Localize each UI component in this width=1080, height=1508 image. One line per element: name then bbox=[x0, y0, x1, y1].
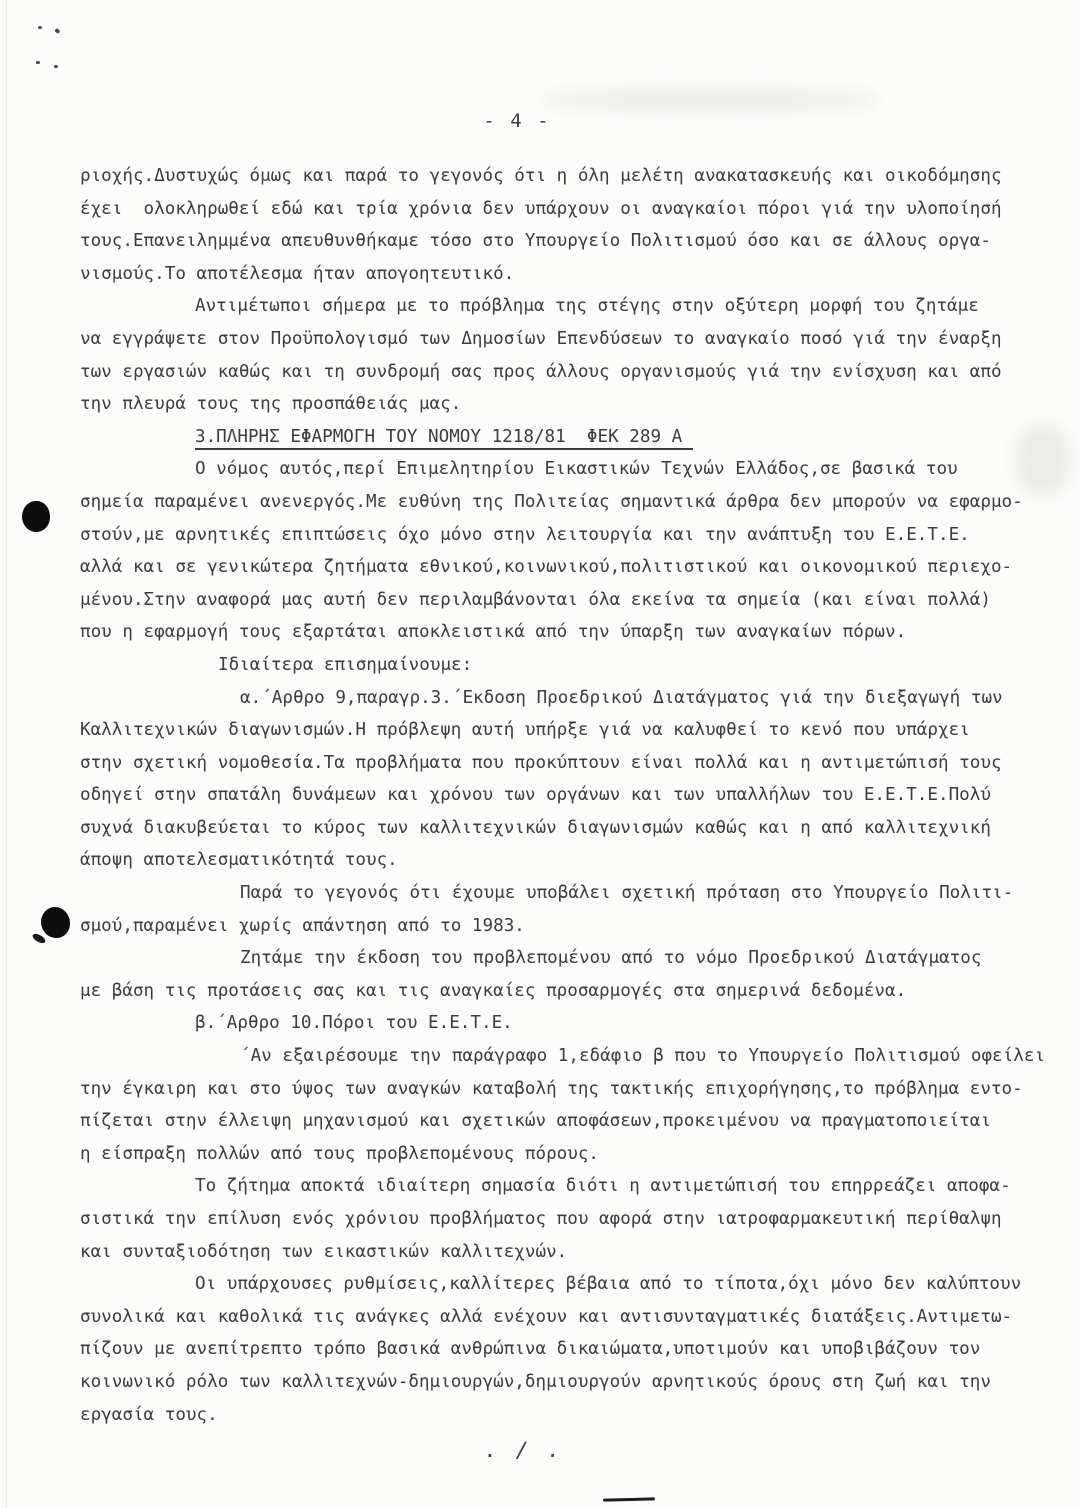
text-line: την έγκαιρη και στο ύψος των αναγκών καταβολή της τακτικής επιχορήγησης,το πρόβλημα εντο- bbox=[80, 1078, 1023, 1099]
text-line: εργασία τους. bbox=[80, 1404, 218, 1425]
text-line: την πλευρά τους της προσπάθειάς μας. bbox=[80, 394, 462, 415]
scan-edge-line bbox=[6, 0, 7, 1508]
text-line: στούν,με αρνητικές επιπτώσεις όχο μόνο στην λειτουργία και την ανάπτυξη του Ε.Ε.Τ.Ε. bbox=[80, 524, 970, 545]
text-line: Παρά το γεγονός ότι έχουμε υποβάλει σχετική πρόταση στο Υπουργείο Πολιτι- bbox=[240, 883, 1014, 904]
text-line: Αντιμέτωποι σήμερα με το πρόβλημα της στέγης στην οξύτερη μορφή του ζητάμε bbox=[195, 296, 979, 317]
text-line: Οι υπάρχουσες ρυθμίσεις,καλλίτερες βέβαια από το τίποτα,όχι μόνο δεν καλύπτουν bbox=[195, 1274, 1022, 1295]
text-line: Καλλιτεχνικών διαγωνισμών.Η πρόβλεψη αυτή υπήρξε γιά να καλυφθεί το κενό που υπάρχει bbox=[80, 720, 970, 741]
continuation-mark: . / . bbox=[483, 1438, 564, 1462]
scan-speck bbox=[38, 26, 42, 29]
text-line: Το ζήτημα αποκτά ιδιαίτερη σημασία διότι η αντιμετώπισή του επηρρεάζει αποφα- bbox=[195, 1176, 1011, 1197]
text-line: πίζεται στην έλλειψη μηχανισμού και σχετικών αποφάσεων,προκειμένου να πραγματοποιείται bbox=[80, 1111, 991, 1132]
text-line: να εγγράψετε στον Προϋπολογισμό των Δημοσίων Επενδύσεων το αναγκαίο ποσό γιά την έναρξη bbox=[80, 328, 1002, 349]
text-line: των εργασιών καθώς και τη συνδρομή σας προς άλλους οργανισμούς γιά την ενίσχυση και από bbox=[80, 361, 1002, 382]
text-line: πίζουν με ανεπίτρεπτο τρόπο βασικά ανθρώπινα δικαιώματα,υποτιμούν και υποβιβάζουν τον bbox=[80, 1339, 981, 1360]
text-line: που η εφαρμογή τους εξαρτάται αποκλειστικά από την ύπαρξη των αναγκαίων πόρων. bbox=[80, 622, 907, 643]
scan-smudge bbox=[545, 90, 875, 110]
scan-artifact-line bbox=[603, 1497, 655, 1501]
text-line: κοινωνικό ρόλο των καλλιτεχνών-δημιουργών,δημιουργούν αρνητικούς όρους στη ζωή και την bbox=[80, 1371, 991, 1392]
text-line: νισμούς.Το αποτέλεσμα ήταν απογοητευτικό. bbox=[80, 263, 515, 284]
scan-speck bbox=[54, 65, 58, 68]
scan-speck bbox=[54, 28, 60, 34]
text-line: σημεία παραμένει ανενεργός.Με ευθύνη της Πολιτείας σημαντικά άρθρα δεν μπορούν να εφαρμο- bbox=[80, 491, 1023, 512]
text-line: σμού,παραμένει χωρίς απάντηση από το 1983. bbox=[80, 915, 525, 936]
text-line: έχει ολοκληρωθεί εδώ και τρία χρόνια δεν υπάρχουν οι αναγκαίοι πόροι γιά την υλοποίησή bbox=[80, 198, 1002, 219]
text-line: Ιδιαίτερα επισημαίνουμε: bbox=[218, 654, 473, 675]
scan-speck bbox=[36, 61, 40, 64]
text-line: Ο νόμος αυτός,περί Επιμελητηρίου Εικαστικών Τεχνών Ελλάδος,σε βασικά του bbox=[195, 459, 958, 480]
document-body bbox=[80, 160, 1060, 1431]
section-heading-text: 3.ΠΛΗΡΗΣ ΕΦΑΡΜΟΓΗ ΤΟΥ ΝΟΜΟΥ 1218/81 ΦΕΚ 289 Α bbox=[195, 427, 693, 450]
section-heading bbox=[80, 421, 1060, 454]
text-line: ΄Αν εξαιρέσουμε την παράγραφο 1,εδάφιο β που το Υπουργείο Πολιτισμού οφείλει bbox=[240, 1046, 1046, 1067]
text-line: σιστικά την επίλυση ενός χρόνιου προβλήματος που αφορά στην ιατροφαρμακευτική περίθαλψη bbox=[80, 1209, 1002, 1229]
text-line: οδηγεί στην σπατάλη δυνάμεων και χρόνου των οργάνων και των υπαλλήλων του Ε.Ε.Τ.Ε.Πολύ bbox=[80, 785, 991, 806]
text-line: συνολικά και καθολικά τις ανάγκες αλλά ενέχουν και αντισυνταγματικές διατάξεις.Αντιμετω- bbox=[80, 1306, 1013, 1327]
text-line: Ζητάμε την έκδοση του προβλεπομένου από το νόμο Προεδρικού Διατάγματος bbox=[240, 948, 982, 969]
page-number: - 4 - bbox=[483, 110, 551, 132]
text-line: αλλά και σε γενικώτερα ζητήματα εθνικού,κοινωνικού,πολιτιστικού και οικονομικού περιεχο- bbox=[80, 557, 1013, 578]
text-line: με βάση τις προτάσεις σας και τις αναγκαίες προσαρμογές στα σημερινά δεδομένα. bbox=[80, 980, 907, 1001]
text-line: ριοχής.Δυστυχώς όμως και παρά το γεγονός ότι η όλη μελέτη ανακατασκευής και οικοδόμησης bbox=[80, 166, 1002, 186]
text-line: στην σχετική νομοθεσία.Τα προβλήματα που προκύπτουν είναι πολλά και η αντιμετώπισή τους bbox=[80, 752, 1002, 773]
text-line: και συνταξιοδότηση των εικαστικών καλλιτεχνών. bbox=[80, 1241, 568, 1262]
text-line: τους.Επανειλημμένα απευθυνθήκαμε τόσο στο Υπουργείο Πολιτισμού όσο και σε άλλους οργα- bbox=[80, 231, 991, 252]
text-line: μένου.Στην αναφορά μας αυτή δεν περιλαμβάνονται όλα εκείνα τα σημεία (και είναι πολλά) bbox=[80, 589, 991, 610]
text-line: β.΄Αρθρο 10.Πόροι του Ε.Ε.Τ.Ε. bbox=[195, 1013, 513, 1034]
ink-blob-bottom bbox=[41, 907, 70, 938]
text-line: άποψη αποτελεσματικότητά τους. bbox=[80, 850, 398, 871]
text-line: συχνά διακυβεύεται το κύρος των καλλιτεχνικών διαγωνισμών καθώς και η από καλλιτεχνική bbox=[80, 817, 991, 838]
text-line: η είσπραξη πολλών από τους προβλεπομένους πόρους. bbox=[80, 1143, 600, 1164]
ink-blob-top bbox=[20, 499, 53, 534]
text-line: α.΄Αρθρο 9,παραγρ.3.΄Εκδοση Προεδρικού Διατάγματος γιά την διεξαγωγή των bbox=[240, 687, 1003, 708]
